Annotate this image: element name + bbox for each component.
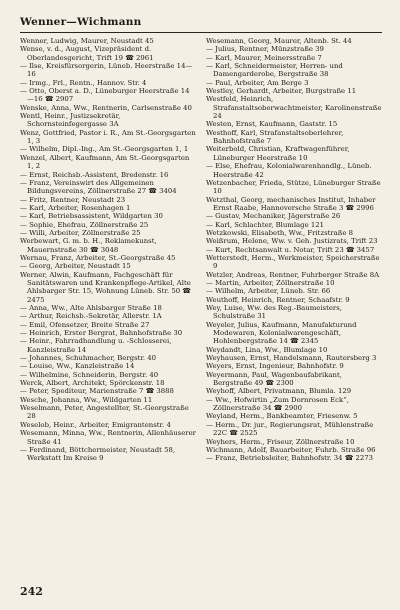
directory-entry: Wey, Luise, Ww. des Reg.-Baumeisters, Schulstraße 31 xyxy=(206,304,342,321)
directory-entry: — Else, Ehefrau, Kolonialwarenhandlg., Lüneb. Heerstraße 42 xyxy=(206,162,372,179)
directory-entry: — Karl, Schlachter, Blumlage 121 xyxy=(206,220,324,229)
directory-entry: — Gustav, Mechaniker, Jägerstraße 26 xyxy=(206,212,341,221)
directory-entry: Weiterbold, Christian, Kraftwagenführer, Lüneburger Heerstraße 10 xyxy=(206,145,350,162)
directory-entry: — Karl, Maurer, Meinersstraße 7 xyxy=(206,53,322,62)
directory-entry: Weyermann, Paul, Wagenbaufabrikant, Bergstraße 49 ☎ 2300 xyxy=(206,370,342,388)
directory-entry: Wense, v. d., August, Vizepräsident d. Oberlandesgericht, Trift 19 ☎ 2961 xyxy=(20,45,154,62)
directory-entry: — Ernst, Reichsb.-Assistent, Bredenstr. 16 xyxy=(20,170,169,179)
directory-entry: Weyers, Ernst, Ingenieur, Bahnhofstr. 9 xyxy=(206,362,344,371)
running-header: Wenner—Wichmann xyxy=(20,16,142,28)
directory-entry: — Karl, Betriebsassistent, Wildgarten 30 xyxy=(20,212,163,221)
directory-entry: Westen, Ernst, Kaufmann, Gaststr. 15 xyxy=(206,120,338,129)
directory-entry: Weydandt, Lina, Ww., Blumlage 10 xyxy=(206,345,328,354)
directory-entry: Wetzenbacher, Frieda, Stütze, Lüneburger Straße 10 xyxy=(206,178,381,196)
directory-entry: Weyhausen, Ernst, Handelsmann, Rautersberg 3 xyxy=(206,354,377,363)
directory-entry: Weyland, Herm., Bankbeamter, Friesenw. 5 xyxy=(206,412,358,421)
directory-entry: Werner, Alwin, Kaufmann, Fachgeschäft für Sanitätswaren und Krankenpflege-Artikel, Alte Ahlsbarger Str. 15, Wohnung Lüneb. Str. 50 ☎ 2475 xyxy=(20,270,191,304)
directory-entry: — Julius, Rentner, Münzstraße 39 xyxy=(206,45,324,54)
directory-entry: — Anna, Ww., Alte Ahlsbarger Straße 18 xyxy=(20,304,162,312)
directory-entry: Weyhoff, Albert, Privatmann, Blumla. 129 xyxy=(206,387,352,396)
directory-entry: — Martin, Arbeiter, Zöllnerstraße 10 xyxy=(206,278,335,287)
directory-entry: — Kurt, Rechtsanwalt u. Notar, Trift 23 ☎ 3457 xyxy=(206,245,375,254)
directory-entry: — Heinr., Fahrradhandlung u. -Schlosserei, Kanzleistraße 14 xyxy=(20,337,172,354)
directory-entry: — Irmg., Frl., Rentn., Hannov. Str. 4 xyxy=(20,78,147,87)
directory-entry: Wenz, Gottfried, Pastor i. R., Am St.-Georgsgarten 1, 3 xyxy=(20,128,196,146)
directory-entry: — Sophie, Ehefrau, Zöllnerstraße 25 xyxy=(20,220,149,229)
page-number: 242 xyxy=(20,585,43,598)
directory-entry: — Louise, Ww., Kanzleistraße 14 xyxy=(20,362,135,371)
directory-entry: Werck, Albert, Architekt, Spörckenstr. 18 xyxy=(20,379,165,388)
directory-entry: — Arthur, Reichsb.-Sekretär, Allerstr. 1A xyxy=(20,312,162,321)
directory-entry: Wichmann, Adolf, Bauarbeiter, Fuhrb. Straße 96 xyxy=(206,445,376,454)
directory-entry: Weyeler, Julius, Kaufmann, Manufakturund Modewaren, Kolonialwarengeschäft, Hohlenbergstraße 14 ☎ 2345 xyxy=(206,320,357,346)
header-rule xyxy=(20,32,382,33)
directory-entry: — Karl, Schneidermeister, Herren- und Damengarderobe, Bergstraße 38 xyxy=(206,62,343,79)
directory-entry: Wetterstedt, Herm., Werkmeister, Speicherstraße 9 xyxy=(206,253,380,271)
directory-entry: — Ww., Hofwirtin „Zum Dornrosen Eck“, Zöllnerstraße 34 ☎ 2900 xyxy=(206,395,349,413)
directory-entry: Wetzkowski, Elisabeth, Ww., Fritzstraße 8 xyxy=(206,228,354,237)
columns xyxy=(20,37,382,585)
directory-entry: — Paul, Arbeiter, Am Berge 3 xyxy=(206,78,309,87)
directory-entry: — Ilse, Kreisfürsorgerin, Lüneb. Heerstraße 14—16 xyxy=(20,62,193,79)
directory-entry: Westhoff, Karl, Strafanstaltsoberlehrer, Bahnhofstraße 7 xyxy=(206,128,344,146)
directory-entry: Wetzthal, Georg, mechanisches Institut, Inhaber Ernst Raabe, Hannoversche Straße 3 ☎ 2996 xyxy=(206,195,376,212)
directory-entry: — Ferdinand, Böttchermeister, Neustadt 58, Werkstatt Im Kreise 9 xyxy=(20,445,176,463)
directory-entry: — Karl, Arbeiter, Rosenhagen 1 xyxy=(20,203,131,212)
directory-entry: Wernau, Franz, Arbeiter, St.-Georgstraße 45 xyxy=(20,253,176,262)
right-column xyxy=(206,37,382,585)
directory-entry: — Heinrich, Erster Bergrat, Bahnhofstraße 30 xyxy=(20,329,183,338)
directory-entry: Wentl, Heinr., Justizsekretär, Schornsteinfegergasse 3A xyxy=(20,112,121,129)
directory-entry: Wenske, Anna, Ww., Rentnerin, Carlsenstraße 40 xyxy=(20,103,192,112)
directory-entry: Weuthoff, Heinrich, Rentner, Schaafstr. 9 xyxy=(206,295,350,304)
directory-entry: — Fritz, Rentner, Neustadt 23 xyxy=(20,195,126,204)
directory-entry: Wesche, Johanna, Ww., Wildgarten 11 xyxy=(20,395,153,404)
directory-entry: — Willi, Arbeiter, Zöllnerstraße 25 xyxy=(20,228,141,237)
directory-entry: — Franz, Vereinswirt des Allgemeinen Bildungsvereins, Zöllnerstraße 27 ☎ 3404 xyxy=(20,178,177,196)
directory-entry: — Otto, Oberst a. D., Lüneburger Heerstraße 14—16 ☎ 2907 xyxy=(20,87,190,104)
left-column xyxy=(20,37,196,585)
directory-entry: Werbewart, G. m. b. H., Reklamekunst, Mauernstraße 30 ☎ 3048 xyxy=(20,237,157,254)
directory-entry: Weyhers, Herm., Friseur, Zöllnerstraße 10 xyxy=(206,437,355,446)
directory-entry: — Wilhelm, Dipl.-Ing., Am St.-Georgsgarten 1, 1 xyxy=(20,145,189,154)
directory-entry: Westfeld, Heinrich, Strafanstaltsoberwachtmeister, Karolinenstraße 24 xyxy=(206,95,382,121)
directory-entry: Wesemann, Georg, Maurer, Altenb. St. 44 xyxy=(206,37,352,45)
directory-entry: Wenner, Ludwig, Maurer, Neustadt 45 xyxy=(20,37,154,45)
directory-entry: Weißrum, Helene, Ww. v. Geh. Justizrats, Trift 23 xyxy=(206,237,378,246)
directory-entry: — Wilhelm, Arbeiter, Lüneb. Str. 66 xyxy=(206,287,331,296)
directory-entry: — Wilhelmine, Schneiderin, Bergstr. 40 xyxy=(20,370,159,379)
directory-entry: Westley, Gerhardt, Arbeiter, Burgstraße 11 xyxy=(206,87,357,96)
directory-entry: Wenzel, Albert, Kaufmann, Am St.-Georgsgarten 1, 2 xyxy=(20,153,190,171)
directory-entry: Weselmann, Peter, Angestellter, St.-Georgstraße 28 xyxy=(20,404,189,421)
directory-entry: Wetzler, Andreas, Rentner, Fuhrberger Straße 8A xyxy=(206,270,380,279)
directory-entry: — Peter, Spediteur, Marienstraße 7 ☎ 3888 xyxy=(20,387,174,396)
directory-entry: Weselob, Heinr., Arbeiter, Emigrantenstr. 4 xyxy=(20,420,171,429)
directory-entry: — Johannes, Schuhmacher, Bergstr. 40 xyxy=(20,354,157,363)
directory-entry: Wesemann, Minna, Ww., Rentnerin, Allenhäuserer Straße 41 xyxy=(20,429,196,446)
directory-entry: — Herm., Dr. jur., Regierungsrat, Mühlenstraße 22C ☎ 2525 xyxy=(206,420,374,438)
directory-entry: — Emil, Ofensetzer, Breite Straße 27 xyxy=(20,320,150,329)
directory-entry: — Georg, Arbeiter, Neustadt 15 xyxy=(20,262,131,271)
directory-entry: — Franz, Betriebsleiter, Bahnhofstr. 34 ☎ 2273 xyxy=(206,454,374,463)
